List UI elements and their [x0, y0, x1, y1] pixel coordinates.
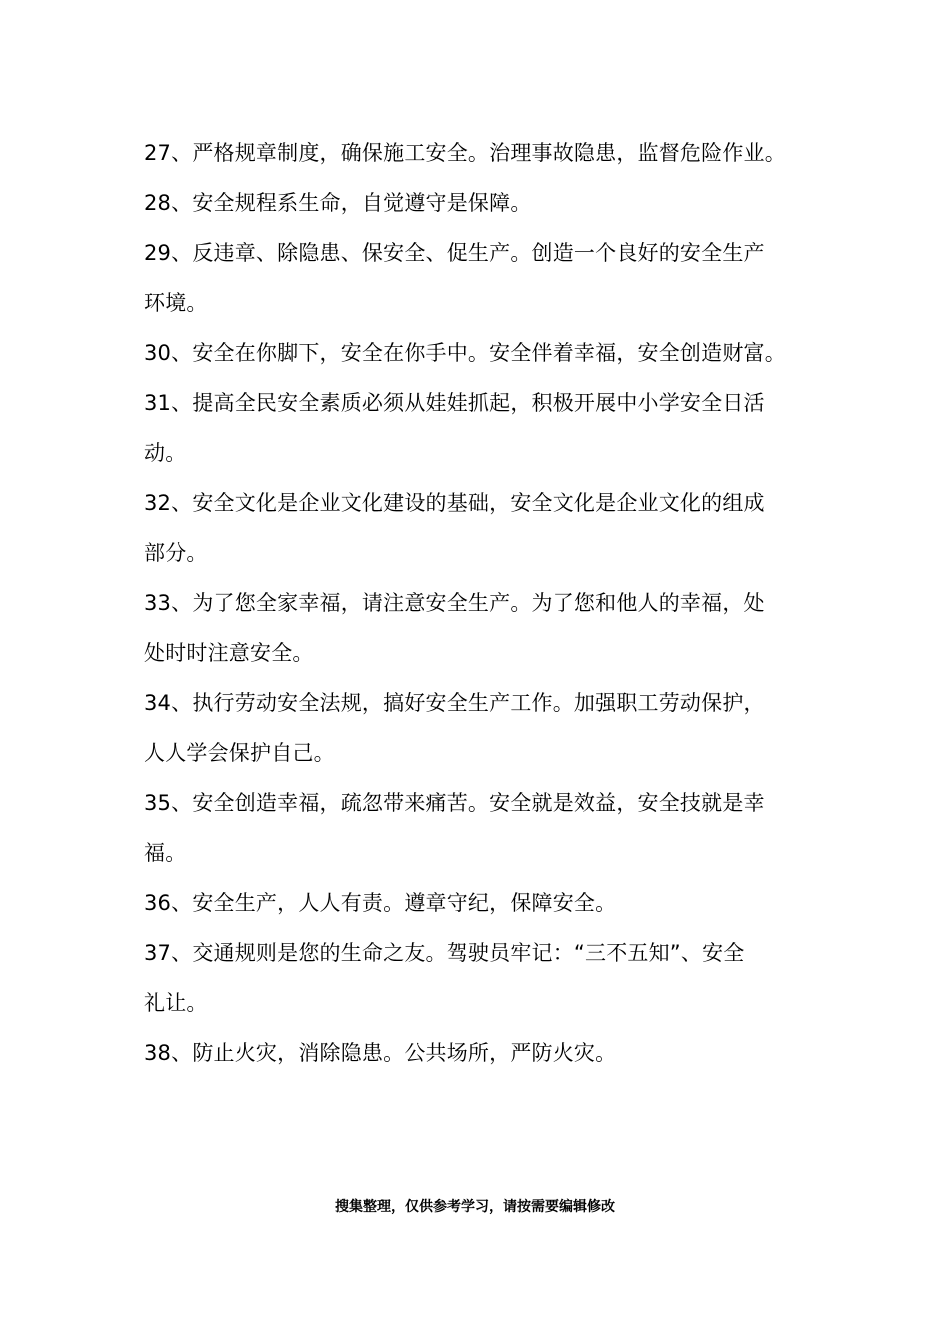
document-body [144, 128, 824, 1078]
text-line-34-cont: 人人学会保护自己。 [144, 741, 335, 765]
text-line-35: 35、安全创造幸福，疏忽带来痛苦。安全就是效益，安全技就是幸 [144, 791, 765, 815]
text-line-29: 29、反违章、除隐患、保安全、促生产。创造一个良好的安全生产 [144, 241, 765, 265]
text-line-38: 38、防止火灾，消除隐患。公共场所，严防火灾。 [144, 1041, 617, 1065]
text-line-37: 37、交通规则是您的生命之友。驾驶员牢记：“三不五知”、安全 [144, 941, 745, 965]
text-line-32: 32、安全文化是企业文化建设的基础，安全文化是企业文化的组成 [144, 491, 765, 515]
text-line-32-cont: 部分。 [144, 541, 208, 565]
text-line-33: 33、为了您全家幸福，请注意安全生产。为了您和他人的幸福，处 [144, 591, 765, 615]
page-footer: 搜集整理，仅供参考学习，请按需要编辑修改 [335, 1199, 615, 1215]
text-line-30: 30、安全在你脚下，安全在你手中。安全伴着幸福，安全创造财富。 [144, 341, 786, 365]
text-line-35-cont: 福。 [144, 841, 187, 865]
text-line-34: 34、执行劳动安全法规，搞好安全生产工作。加强职工劳动保护， [144, 691, 765, 715]
text-line-31: 31、提高全民安全素质必须从娃娃抓起，积极开展中小学安全日活 [144, 391, 765, 415]
text-line-33-cont: 处时时注意安全。 [144, 641, 314, 665]
text-line-28: 28、安全规程系生命，自觉遵守是保障。 [144, 191, 532, 215]
text-line-36: 36、安全生产，人人有责。遵章守纪，保障安全。 [144, 891, 617, 915]
text-line-31-cont: 动。 [144, 441, 187, 465]
text-line-29-cont: 环境。 [144, 291, 208, 315]
text-line-37-cont: 礼让。 [144, 991, 208, 1015]
text-line-27: 27、严格规章制度，确保施工安全。治理事故隐患，监督危险作业。 [144, 141, 786, 165]
